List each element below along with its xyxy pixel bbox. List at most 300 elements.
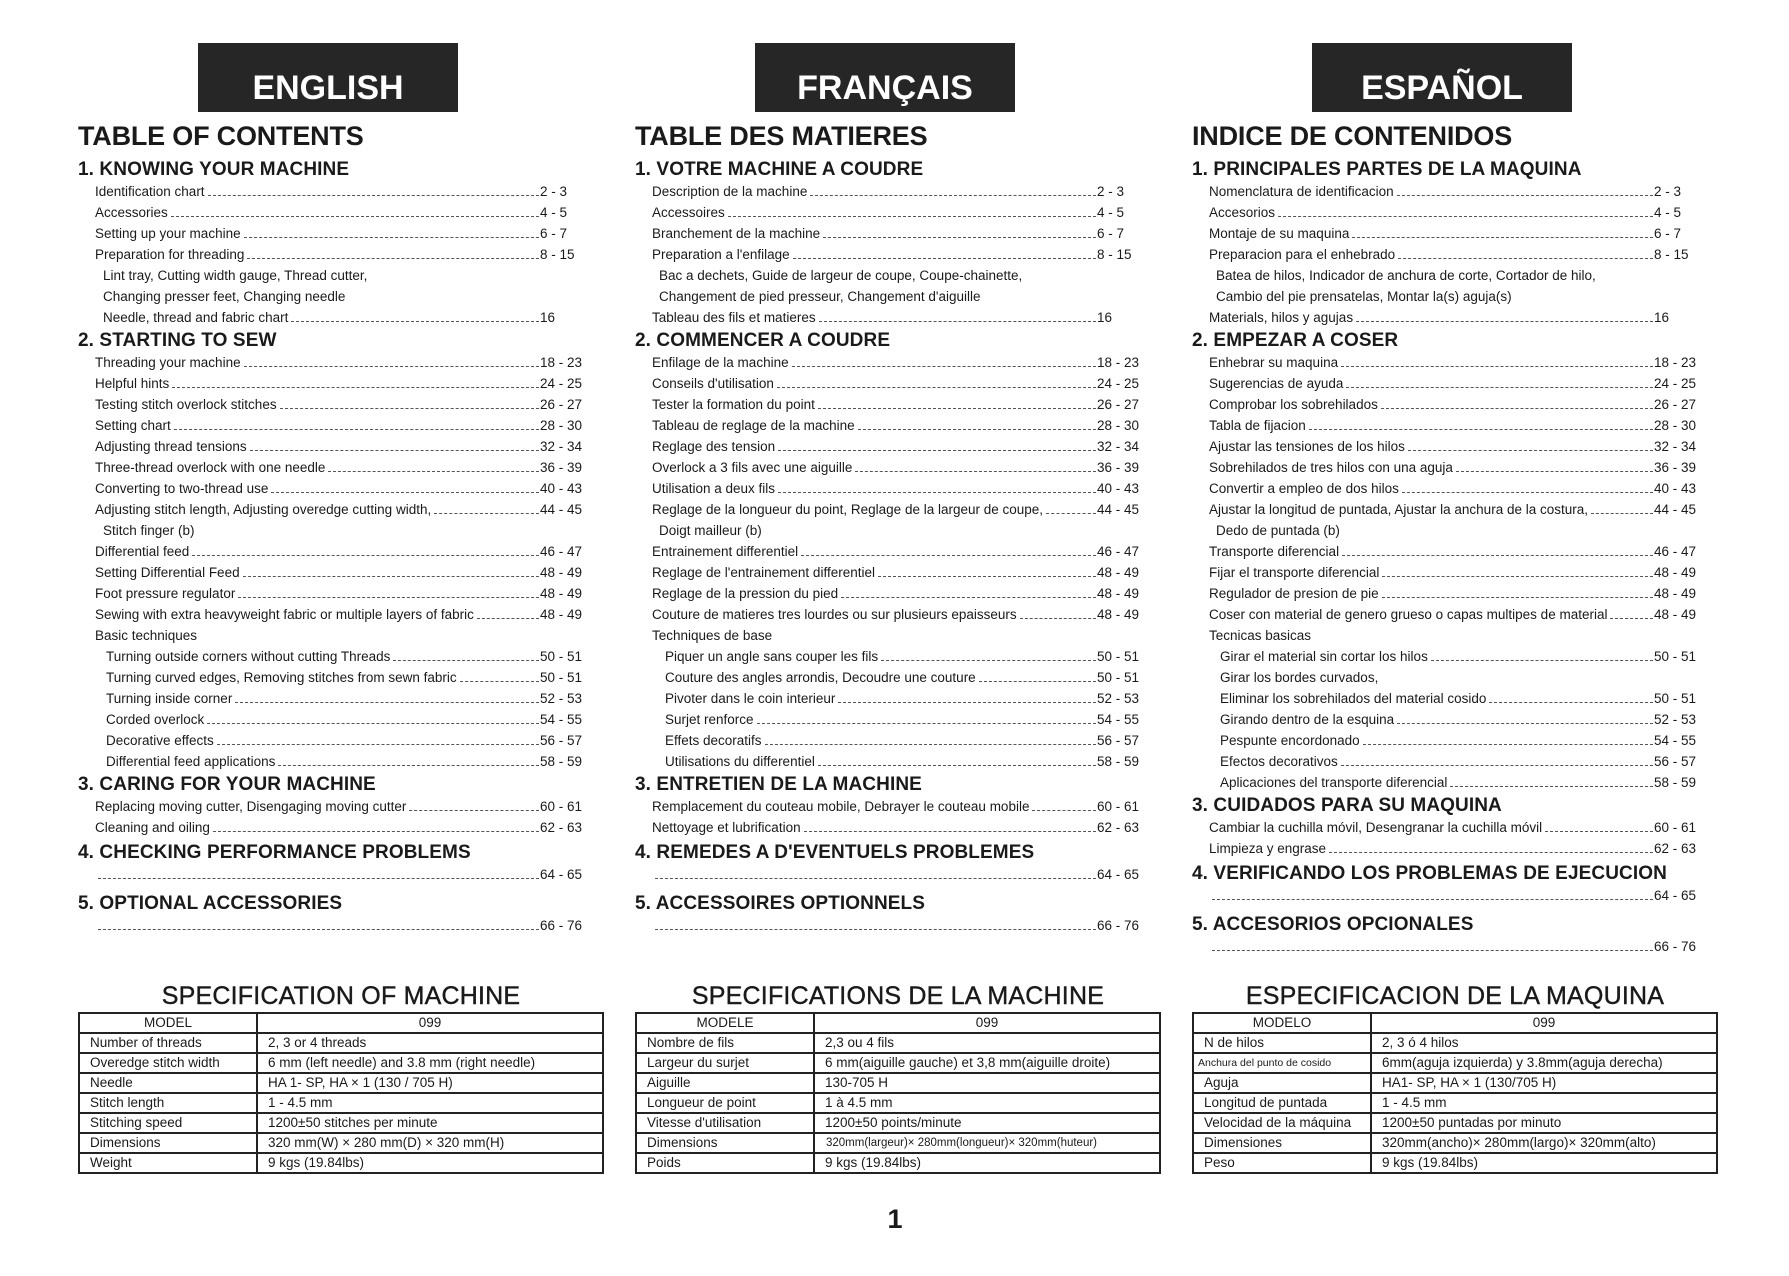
dot-leader <box>217 744 539 745</box>
entry-page: 2 - 3 <box>540 184 568 199</box>
toc-entry[interactable] <box>635 499 1147 520</box>
toc-entry[interactable] <box>1192 838 1704 859</box>
toc-entry[interactable] <box>1192 541 1704 562</box>
language-banner: ENGLISH <box>198 43 458 112</box>
entry-page: 52 - 53 <box>540 691 583 706</box>
entry-label: Differential feed <box>95 544 190 559</box>
entry-page: 32 - 34 <box>1097 439 1140 454</box>
toc-entry[interactable] <box>635 562 1147 583</box>
entry-page: 32 - 34 <box>540 439 583 454</box>
entry-label: Needle, thread and fabric chart <box>103 310 289 325</box>
entry-page: 64 - 65 <box>1097 867 1140 882</box>
toc-entry[interactable] <box>1192 646 1704 667</box>
dot-leader <box>1402 492 1653 493</box>
toc-entry[interactable] <box>635 864 1147 885</box>
entry-page: 64 - 65 <box>1654 888 1697 903</box>
toc-entry[interactable] <box>635 181 1147 202</box>
dot-leader <box>1489 702 1653 703</box>
toc-entry[interactable] <box>635 541 1147 562</box>
toc-entry[interactable] <box>1192 436 1704 457</box>
entry-label: Helpful hints <box>95 376 170 391</box>
toc-section <box>1192 795 1704 859</box>
toc-entry[interactable] <box>78 478 590 499</box>
toc-section <box>635 842 1147 885</box>
toc-entry[interactable] <box>1192 478 1704 499</box>
entry-page: 6 - 7 <box>540 226 568 241</box>
entry-page: 50 - 51 <box>1654 649 1697 664</box>
toc-entry[interactable] <box>78 457 590 478</box>
spec-value: 2, 3 ó 4 hilos <box>1371 1033 1717 1053</box>
dot-leader <box>244 366 539 367</box>
entry-label: Pivoter dans le coin interieur <box>665 691 836 706</box>
toc-title: INDICE DE CONTENIDOS <box>1192 121 1513 151</box>
entry-page: 36 - 39 <box>1097 460 1140 475</box>
toc-entry[interactable] <box>78 688 590 709</box>
spec-row <box>636 1133 1160 1153</box>
toc-entry[interactable] <box>78 520 590 541</box>
entry-label: Reglage des tension <box>652 439 776 454</box>
toc-entry[interactable] <box>1192 709 1704 730</box>
entry-label: Girar los bordes curvados, <box>1220 670 1379 685</box>
spec-header-value: 099 <box>257 1013 603 1033</box>
entry-label: Overlock a 3 fils avec une aiguille <box>652 460 853 475</box>
toc-entry[interactable] <box>78 541 590 562</box>
entry-label: Foot pressure regulator <box>95 586 236 601</box>
toc-entry[interactable] <box>635 202 1147 223</box>
toc-entry[interactable] <box>78 202 590 223</box>
dot-leader <box>1342 555 1653 556</box>
toc-section <box>78 842 590 885</box>
entry-label: Aplicaciones del transporte diferencial <box>1220 775 1448 790</box>
dot-leader <box>172 387 539 388</box>
dot-leader <box>1382 576 1653 577</box>
spec-header-value: 099 <box>1371 1013 1717 1033</box>
entry-page: 36 - 39 <box>540 460 583 475</box>
toc-entry[interactable] <box>78 244 590 265</box>
dot-leader <box>979 681 1096 682</box>
spec-value: 2,3 ou 4 fils <box>814 1033 1160 1053</box>
toc-entry[interactable] <box>78 583 590 604</box>
entry-page: 48 - 49 <box>1097 607 1140 622</box>
toc-entry[interactable] <box>78 604 590 625</box>
toc-entry[interactable] <box>635 223 1147 244</box>
entry-page: 8 - 15 <box>540 247 575 262</box>
entry-label: Couture de matieres tres lourdes ou sur plusieurs epaisseurs <box>652 607 1017 622</box>
entry-label: Bac a dechets, Guide de largeur de coupe, Coupe-chainette, <box>659 268 1023 283</box>
dot-leader <box>207 723 539 724</box>
toc-entry[interactable] <box>635 457 1147 478</box>
entry-page: 62 - 63 <box>540 820 583 835</box>
toc-entry[interactable] <box>1192 730 1704 751</box>
toc-entry[interactable] <box>1192 202 1704 223</box>
dot-leader <box>271 492 539 493</box>
entry-label: Tabla de fijacion <box>1209 418 1306 433</box>
dot-leader <box>777 387 1096 388</box>
entry-page: 62 - 63 <box>1654 841 1697 856</box>
toc-entry[interactable] <box>1192 817 1704 838</box>
spec-header-row <box>636 1013 1160 1033</box>
dot-leader <box>328 471 539 472</box>
dot-leader <box>801 555 1096 556</box>
dot-leader <box>841 597 1096 598</box>
dot-leader <box>810 195 1096 196</box>
spec-key: Aiguille <box>636 1073 814 1093</box>
entry-label: Transporte diferencial <box>1209 544 1340 559</box>
entry-label: Preparation for threading <box>95 247 245 262</box>
toc-entry[interactable] <box>635 915 1147 936</box>
spec-value: 9 kgs (19.84lbs) <box>1371 1153 1717 1173</box>
spec-row <box>1193 1133 1717 1153</box>
dot-leader <box>192 555 539 556</box>
toc-entry[interactable] <box>1192 286 1704 307</box>
entry-label: Converting to two-thread use <box>95 481 269 496</box>
toc-entry[interactable] <box>635 478 1147 499</box>
entry-label: Decorative effects <box>106 733 214 748</box>
entry-page: 2 - 3 <box>1654 184 1682 199</box>
spec-key: Number of threads <box>79 1033 257 1053</box>
toc-entry[interactable] <box>78 915 590 936</box>
entry-label: Couture des angles arrondis, Decoudre une couture <box>665 670 976 685</box>
spec-value: 6 mm (left needle) and 3.8 mm (right needle) <box>257 1053 603 1073</box>
entry-page: 50 - 51 <box>1097 649 1140 664</box>
spec-key: Dimensions <box>79 1133 257 1153</box>
toc-entry[interactable] <box>1192 562 1704 583</box>
toc-entry[interactable] <box>1192 181 1704 202</box>
entry-label: Turning curved edges, Removing stitches from sewn fabric <box>106 670 457 685</box>
spec-value: 130-705 H <box>814 1073 1160 1093</box>
toc-entry[interactable] <box>635 436 1147 457</box>
entry-page: 62 - 63 <box>1097 820 1140 835</box>
toc-entry[interactable] <box>78 730 590 751</box>
toc-section <box>635 330 1147 772</box>
entry-label: Cambiar la cuchilla móvil, Desengranar la cuchilla móvil <box>1209 820 1543 835</box>
dot-leader <box>1545 831 1653 832</box>
entry-label: Montaje de su maquina <box>1209 226 1350 241</box>
spec-key: Overedge stitch width <box>79 1053 257 1073</box>
toc-entry[interactable] <box>1192 394 1704 415</box>
toc-entry[interactable] <box>635 796 1147 817</box>
toc-entry[interactable] <box>1192 936 1704 957</box>
spec-value: 6mm(aguja izquierda) y 3.8mm(aguja derecha) <box>1371 1053 1717 1073</box>
toc-entry[interactable] <box>1192 352 1704 373</box>
spec-value: 320mm(largeur)× 280mm(longueur)× 320mm(huteur) <box>814 1133 1160 1153</box>
entry-page: 60 - 61 <box>1097 799 1140 814</box>
entry-label: Changement de pied presseur, Changement d'aiguille <box>659 289 981 304</box>
entry-page: 66 - 76 <box>1654 939 1697 954</box>
toc-entry[interactable] <box>78 307 590 328</box>
toc-section <box>78 330 590 772</box>
toc-entry[interactable] <box>1192 244 1704 265</box>
toc-entry[interactable] <box>78 796 590 817</box>
entry-label: Materials, hilos y agujas <box>1209 310 1354 325</box>
spec-key: Needle <box>79 1073 257 1093</box>
spec-key: Dimensiones <box>1193 1133 1371 1153</box>
dot-leader <box>819 321 1096 322</box>
entry-page: 48 - 49 <box>1654 586 1697 601</box>
entry-page: 8 - 15 <box>1097 247 1132 262</box>
entry-label: Fijar el transporte diferencial <box>1209 565 1380 580</box>
toc-entry[interactable] <box>78 394 590 415</box>
entry-label: Ajustar las tensiones de los hilos <box>1209 439 1405 454</box>
dot-leader <box>460 681 539 682</box>
entry-page: 56 - 57 <box>1097 733 1140 748</box>
spec-key: Largeur du surjet <box>636 1053 814 1073</box>
dot-leader <box>280 408 539 409</box>
dot-leader <box>1046 513 1096 514</box>
entry-label: Adjusting thread tensions <box>95 439 247 454</box>
spec-key: Velocidad de la máquina <box>1193 1113 1371 1133</box>
dot-leader <box>818 765 1096 766</box>
spec-value: 1200±50 puntadas por minuto <box>1371 1113 1717 1133</box>
entry-label: Efectos decorativos <box>1220 754 1338 769</box>
entry-label: Accessoires <box>652 205 725 220</box>
entry-page: 44 - 45 <box>1097 502 1140 517</box>
toc-entry[interactable] <box>635 394 1147 415</box>
toc-entry[interactable] <box>78 499 590 520</box>
toc-entry[interactable] <box>1192 223 1704 244</box>
dot-leader <box>238 597 539 598</box>
toc-entry[interactable] <box>78 436 590 457</box>
entry-label: Entrainement differentiel <box>652 544 799 559</box>
dot-leader <box>818 408 1096 409</box>
spec-row <box>79 1153 603 1173</box>
toc-entry[interactable] <box>78 562 590 583</box>
toc-entry[interactable] <box>1192 688 1704 709</box>
dot-leader <box>878 576 1096 577</box>
toc-entry[interactable] <box>635 286 1147 307</box>
toc-entry[interactable] <box>1192 499 1704 520</box>
toc-entry[interactable] <box>78 864 590 885</box>
toc-entry[interactable] <box>78 352 590 373</box>
toc-column-1 <box>635 43 1147 936</box>
toc-entry[interactable] <box>1192 885 1704 906</box>
entry-label: Piquer un angle sans couper les fils <box>665 649 879 664</box>
toc-entry[interactable] <box>635 667 1147 688</box>
spec-title: SPECIFICATIONS DE LA MACHINE <box>691 982 1105 1010</box>
toc-entry[interactable] <box>78 286 590 307</box>
entry-page: 54 - 55 <box>540 712 583 727</box>
toc-entry[interactable] <box>78 667 590 688</box>
toc-entry[interactable] <box>635 817 1147 838</box>
entry-page: 48 - 49 <box>1097 586 1140 601</box>
toc-entry[interactable] <box>635 352 1147 373</box>
spec-value: 1200±50 points/minute <box>814 1113 1160 1133</box>
toc-section <box>635 159 1147 328</box>
entry-label: Cambio del pie prensatelas, Montar la(s) aguja(s) <box>1216 289 1512 304</box>
toc-entry[interactable] <box>78 373 590 394</box>
spec-row <box>1193 1113 1717 1133</box>
section-heading: 2. COMMENCER A COUDRE <box>635 330 891 351</box>
entry-page: 54 - 55 <box>1654 733 1697 748</box>
dot-leader <box>477 618 539 619</box>
spec-key: Peso <box>1193 1153 1371 1173</box>
entry-label: Girando dentro de la esquina <box>1220 712 1395 727</box>
section-heading: 3. CUIDADOS PARA SU MAQUINA <box>1192 795 1502 816</box>
toc-entry[interactable] <box>1192 307 1704 328</box>
toc-entry[interactable] <box>1192 373 1704 394</box>
entry-page: 48 - 49 <box>1654 565 1697 580</box>
toc-entry[interactable] <box>635 709 1147 730</box>
dot-leader <box>1610 618 1653 619</box>
dot-leader <box>1212 899 1653 900</box>
toc-entry[interactable] <box>635 373 1147 394</box>
toc-entry[interactable] <box>1192 772 1704 793</box>
toc-entry[interactable] <box>78 751 590 772</box>
entry-label: Sugerencias de ayuda <box>1209 376 1344 391</box>
spec-row <box>1193 1153 1717 1173</box>
spec-header-value: 099 <box>814 1013 1160 1033</box>
toc-entry[interactable] <box>635 751 1147 772</box>
toc-title: TABLE DES MATIERES <box>635 121 928 151</box>
entry-page: 46 - 47 <box>1097 544 1140 559</box>
toc-entry[interactable] <box>1192 457 1704 478</box>
toc-entry[interactable] <box>78 265 590 286</box>
entry-page: 4 - 5 <box>1654 205 1682 220</box>
dot-leader <box>434 513 539 514</box>
toc-entry[interactable] <box>635 688 1147 709</box>
section-heading: 4. VERIFICANDO LOS PROBLEMAS DE EJECUCION <box>1192 863 1667 884</box>
entry-label: Limpieza y engrase <box>1209 841 1327 856</box>
spec-value: 2, 3 or 4 threads <box>257 1033 603 1053</box>
dot-leader <box>855 471 1096 472</box>
entry-page: 50 - 51 <box>1654 691 1697 706</box>
toc-entry[interactable] <box>1192 751 1704 772</box>
entry-label: Adjusting stitch length, Adjusting overedge cutting width, <box>95 502 432 517</box>
dot-leader <box>823 237 1096 238</box>
entry-page: 6 - 7 <box>1654 226 1682 241</box>
entry-label: Reglage de l'entrainement differentiel <box>652 565 875 580</box>
spec-key: Dimensions <box>636 1133 814 1153</box>
toc-entry[interactable] <box>635 646 1147 667</box>
toc-entry[interactable] <box>635 415 1147 436</box>
spec-header-row <box>1193 1013 1717 1033</box>
toc-entry[interactable] <box>635 625 1147 646</box>
entry-label: Three-thread overlock with one needle <box>95 460 326 475</box>
entry-page: 24 - 25 <box>1654 376 1697 391</box>
toc-section <box>1192 914 1704 957</box>
dot-leader <box>858 429 1096 430</box>
toc-entry[interactable] <box>1192 265 1704 286</box>
toc-entry[interactable] <box>78 817 590 838</box>
entry-page: 52 - 53 <box>1097 691 1140 706</box>
dot-leader <box>1397 195 1653 196</box>
entry-label: Description de la machine <box>652 184 808 199</box>
toc-entry[interactable] <box>635 730 1147 751</box>
entry-page: 46 - 47 <box>540 544 583 559</box>
toc-entry[interactable] <box>1192 667 1704 688</box>
toc-entry[interactable] <box>78 646 590 667</box>
toc-entry[interactable] <box>635 265 1147 286</box>
entry-label: Cleaning and oiling <box>95 820 210 835</box>
toc-entry[interactable] <box>78 415 590 436</box>
entry-page: 18 - 23 <box>1654 355 1697 370</box>
section-heading: 5. ACCESSOIRES OPTIONNELS <box>635 893 926 914</box>
toc-column-0 <box>78 43 590 936</box>
toc-entry[interactable] <box>635 307 1147 328</box>
spec-value: 1 - 4.5 mm <box>257 1093 603 1113</box>
toc-column-2 <box>1192 43 1704 957</box>
entry-label: Setting Differential Feed <box>95 565 240 580</box>
spec-value: 9 kgs (19.84lbs) <box>814 1153 1160 1173</box>
entry-label: Accesorios <box>1209 205 1276 220</box>
toc-entry[interactable] <box>78 709 590 730</box>
entry-label: Basic techniques <box>95 628 198 643</box>
entry-label: Turning outside corners without cutting Threads <box>106 649 391 664</box>
dot-leader <box>838 702 1096 703</box>
entry-label: Enfilage de la machine <box>652 355 789 370</box>
entry-page: 58 - 59 <box>540 754 583 769</box>
entry-page: 58 - 59 <box>1097 754 1140 769</box>
toc-title: TABLE OF CONTENTS <box>78 121 364 151</box>
toc-entry[interactable] <box>1192 583 1704 604</box>
spec-table <box>78 1012 604 1174</box>
entry-label: Tester la formation du point <box>652 397 815 412</box>
spec-table <box>1192 1012 1718 1174</box>
entry-page: 48 - 49 <box>1654 607 1697 622</box>
entry-label: Batea de hilos, Indicador de anchura de corte, Cortador de hilo, <box>1216 268 1596 283</box>
toc-entry[interactable] <box>1192 604 1704 625</box>
toc-entry[interactable] <box>635 244 1147 265</box>
spec-row <box>1193 1073 1717 1093</box>
entry-page: 26 - 27 <box>1654 397 1697 412</box>
entry-page: 48 - 49 <box>540 607 583 622</box>
entry-page: 4 - 5 <box>540 205 568 220</box>
dot-leader <box>1363 744 1653 745</box>
spec-key: Poids <box>636 1153 814 1173</box>
toc-entry[interactable] <box>635 583 1147 604</box>
dot-leader <box>1329 852 1653 853</box>
spec-value: HA 1- SP, HA × 1 (130 / 705 H) <box>257 1073 603 1093</box>
entry-page: 24 - 25 <box>1097 376 1140 391</box>
toc-entry[interactable] <box>78 181 590 202</box>
toc-entry[interactable] <box>635 520 1147 541</box>
spec-row <box>79 1073 603 1093</box>
toc-section <box>1192 863 1704 906</box>
toc-entry[interactable] <box>1192 415 1704 436</box>
spec-value: 9 kgs (19.84lbs) <box>257 1153 603 1173</box>
entry-page: 44 - 45 <box>1654 502 1697 517</box>
dot-leader <box>1381 408 1653 409</box>
entry-label: Pespunte encordonado <box>1220 733 1360 748</box>
spec-key: Stitching speed <box>79 1113 257 1133</box>
entry-label: Nettoyage et lubrification <box>652 820 801 835</box>
spec-value: 6 mm(aiguille gauche) et 3,8 mm(aiguille droite) <box>814 1053 1160 1073</box>
spec-value: 320 mm(W) × 280 mm(D) × 320 mm(H) <box>257 1133 603 1153</box>
toc-entry[interactable] <box>635 604 1147 625</box>
entry-label: Utilisation a deux fils <box>652 481 776 496</box>
entry-page: 50 - 51 <box>540 670 583 685</box>
spec-row <box>636 1053 1160 1073</box>
entry-label: Nomenclatura de identificacion <box>1209 184 1394 199</box>
toc-entry[interactable] <box>78 625 590 646</box>
dot-leader <box>1591 513 1653 514</box>
spec-key: Stitch length <box>79 1093 257 1113</box>
entry-page: 16 <box>540 310 556 325</box>
section-heading: 4. REMEDES A D'EVENTUELS PROBLEMES <box>635 842 1035 863</box>
entry-page: 60 - 61 <box>1654 820 1697 835</box>
spec-header-model: MODEL <box>79 1013 257 1033</box>
entry-label: Dedo de puntada (b) <box>1216 523 1340 538</box>
entry-page: 28 - 30 <box>1654 418 1697 433</box>
spec-header-model: MODELE <box>636 1013 814 1033</box>
spec-row <box>636 1153 1160 1173</box>
toc-entry[interactable] <box>1192 625 1704 646</box>
dot-leader <box>235 702 539 703</box>
toc-entry[interactable] <box>78 223 590 244</box>
toc-entry[interactable] <box>1192 520 1704 541</box>
dot-leader <box>98 929 539 930</box>
entry-label: Tableau de reglage de la machine <box>652 418 855 433</box>
